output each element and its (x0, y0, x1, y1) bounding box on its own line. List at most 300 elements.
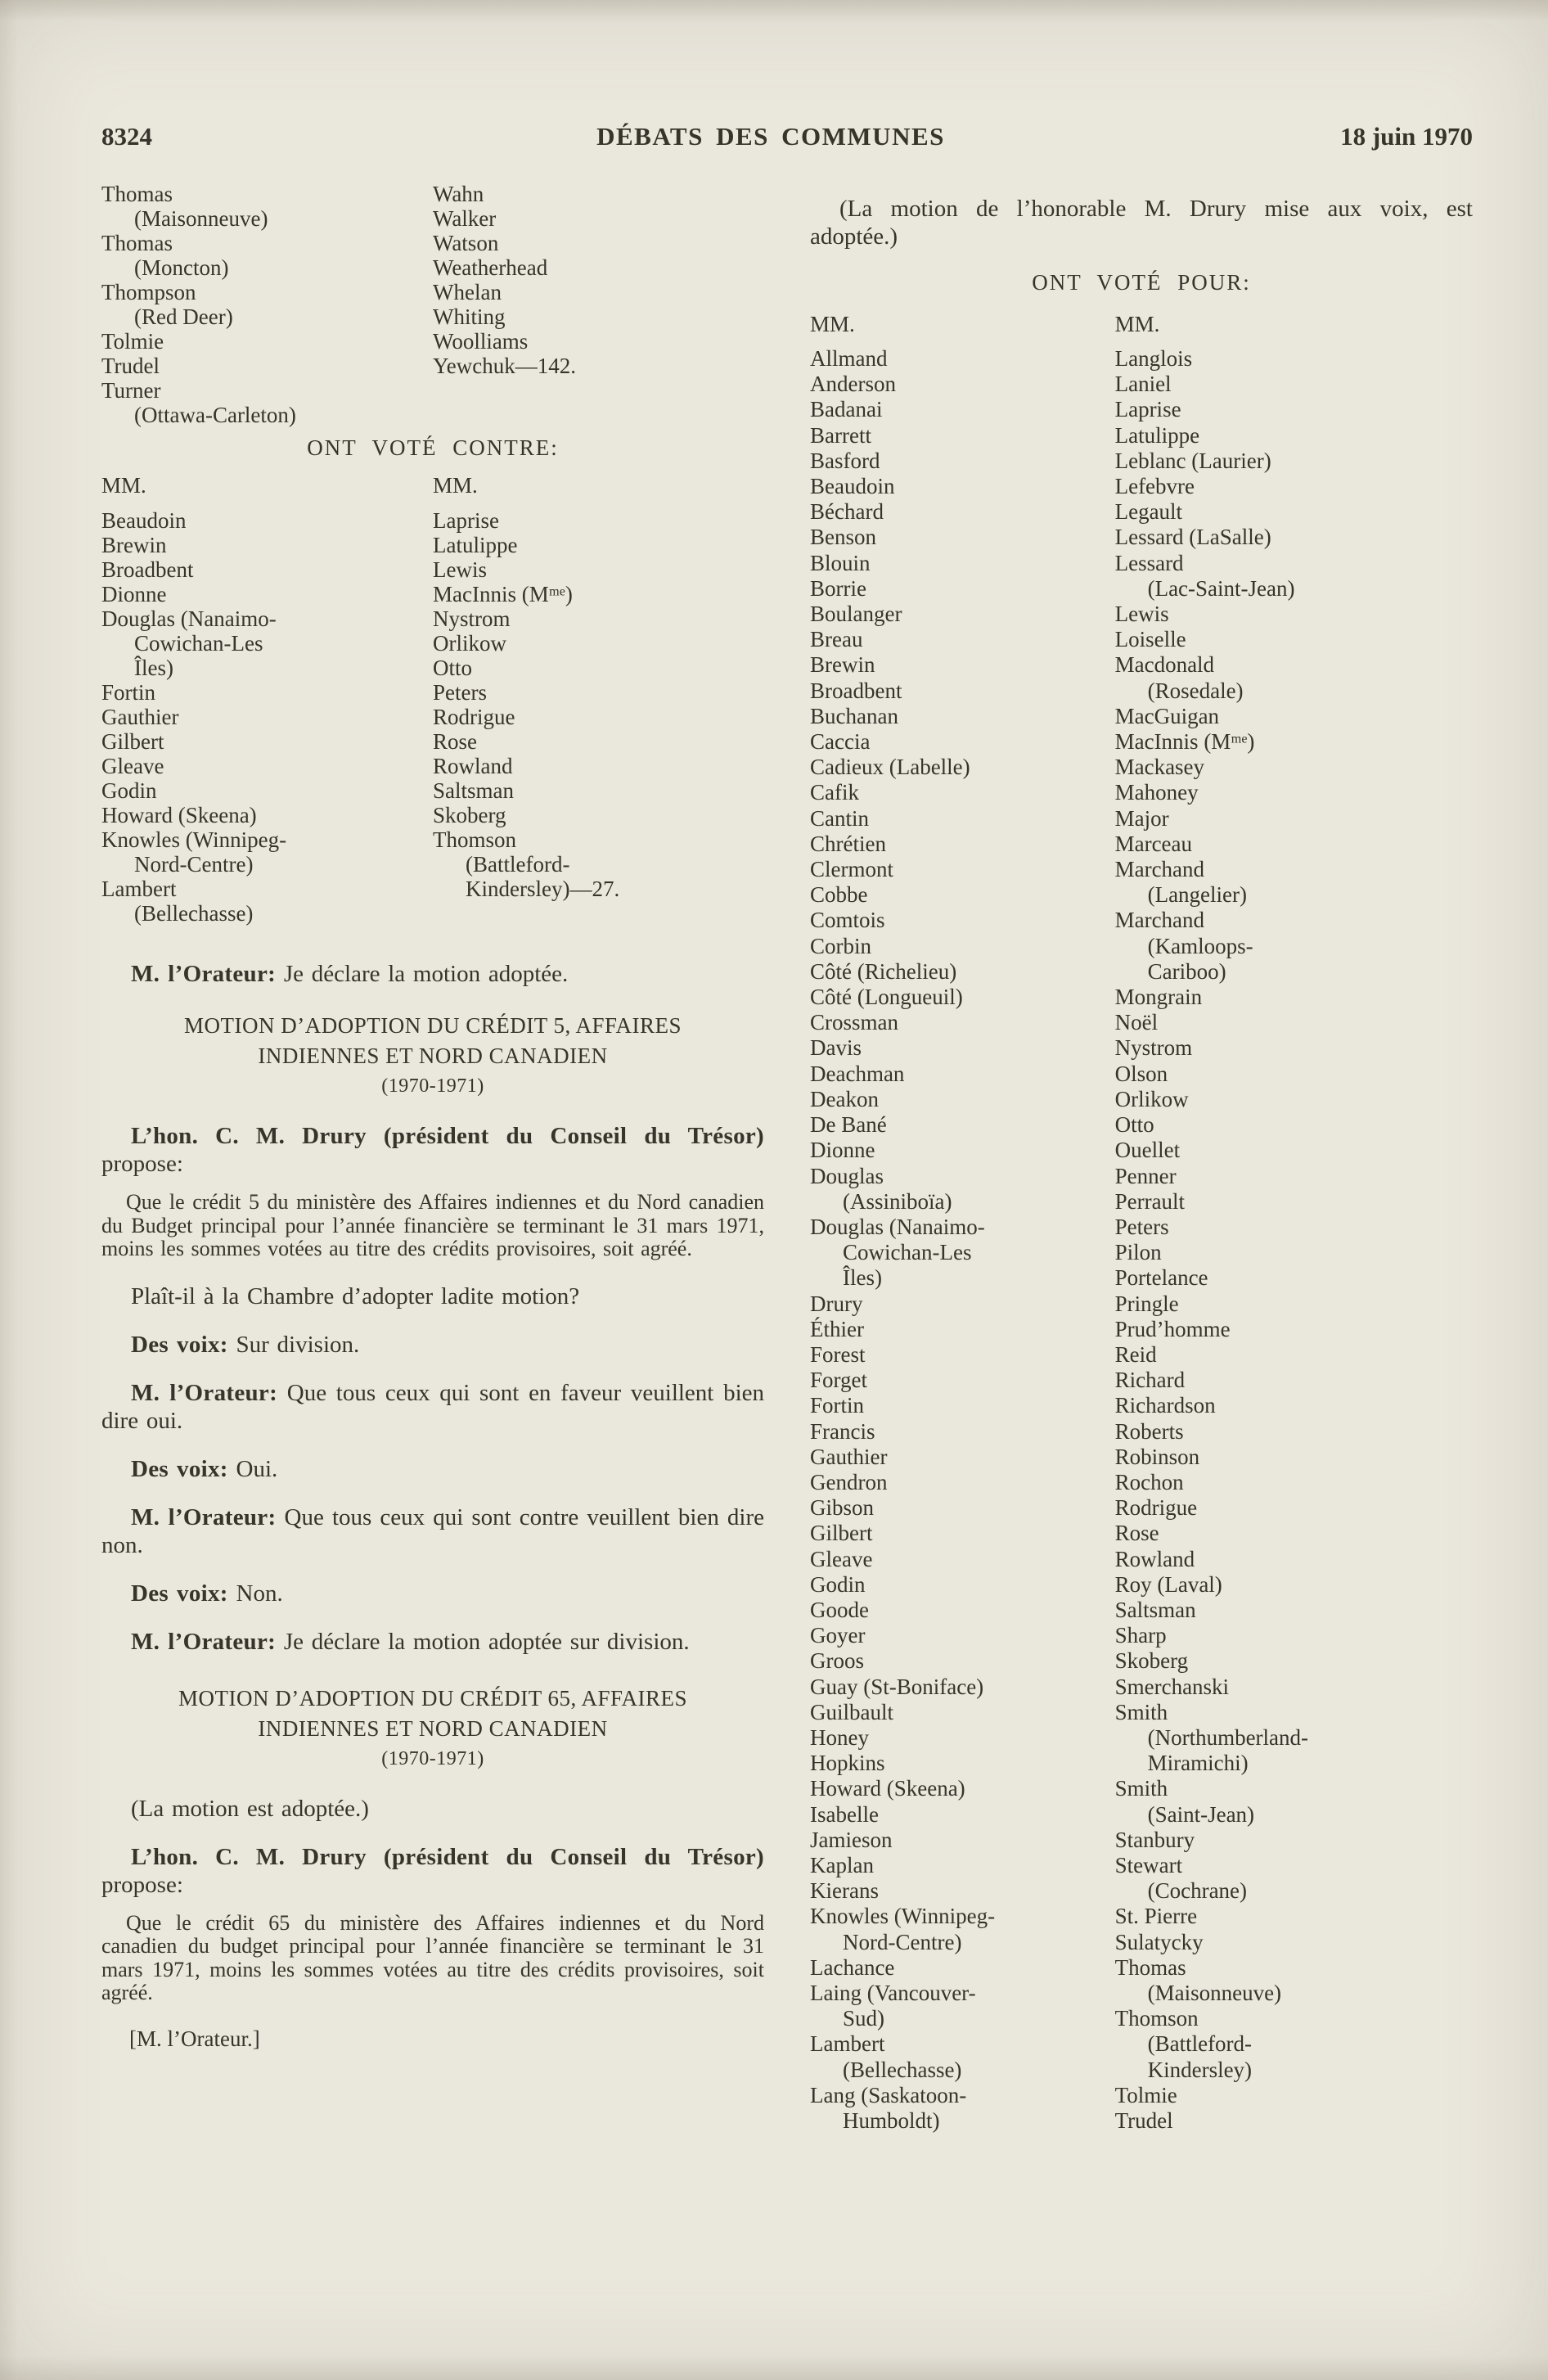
vote-name-line: Howard (Skeena) (810, 1776, 965, 1801)
vote-name-line: Béchard (810, 499, 884, 525)
vote-name-line: Weatherhead (433, 255, 548, 280)
vote-name-entry (810, 908, 1115, 933)
vote-name-line: Benson (810, 525, 876, 550)
vote-name-line: Hopkins (810, 1751, 885, 1776)
vote-name-entry (810, 1164, 1115, 1215)
vote-name-line: Caccia (810, 729, 871, 755)
vote-name-entry (1115, 1291, 1473, 1317)
vote-name-entry (810, 729, 1115, 755)
vote-name-line: Prud’homme (1114, 1316, 1231, 1341)
vote-name-entry (810, 1368, 1115, 1393)
vote-name-entry (1115, 602, 1473, 627)
vote-name-line: Douglas (Nanaimo- (810, 1214, 985, 1239)
vote-name-entry (1115, 1164, 1473, 1189)
vote-name-entry (1115, 1215, 1473, 1240)
vote-name-entry (101, 231, 433, 280)
vote-name-line: MacInnis (Mᵐᵉ) (1114, 729, 1255, 755)
vote-name-entry (1115, 1062, 1473, 1087)
vote-name-entry (101, 827, 433, 877)
vote-name-line: (Assiniboïa) (843, 1188, 952, 1214)
vote-name-line: Lefebvre (1114, 474, 1195, 499)
vote-name-line: Mackasey (1114, 755, 1205, 780)
vote-name-line: Sharp (1114, 1623, 1167, 1648)
vote-name-entry (810, 1623, 1115, 1648)
vote-name-line: Saltsman (1114, 1597, 1196, 1622)
vote-name-entry (810, 1317, 1115, 1342)
vote-name-line: Walker (433, 206, 497, 231)
issue-date: 18 juin 1970 (1340, 122, 1473, 151)
vote-name-entry (810, 1138, 1115, 1163)
vote-name-entry (810, 985, 1115, 1010)
vote-name-line: Brewin (101, 533, 167, 557)
vote-name-entry (810, 1547, 1115, 1572)
vote-name-entry (810, 1062, 1115, 1087)
vote-name-entry (1115, 1138, 1473, 1163)
vote-name-entry (810, 397, 1115, 422)
vote-name-line: Davis (810, 1035, 862, 1061)
vote-name-entry (1115, 908, 1473, 985)
vote-name-line: Cariboo) (1147, 958, 1226, 984)
vote-name-entry (433, 582, 764, 606)
motion-heading-year: (1970-1971) (381, 1075, 484, 1097)
vote-name-entry (433, 231, 764, 255)
vote-name-entry (1115, 1010, 1473, 1035)
vote-name-line: Lang (Saskatoon- (810, 2082, 967, 2107)
vote-name-line: Nord-Centre) (134, 852, 254, 877)
vote-name-entry (810, 1495, 1115, 1521)
vote-name-line: Kindersley) (1147, 2057, 1253, 2082)
vote-name-entry (433, 354, 764, 378)
vote-name-line: Gilbert (810, 1521, 873, 1546)
vote-name-entry (1115, 1445, 1473, 1470)
vote-name-entry (433, 508, 764, 533)
vote-name-line: Cantin (810, 805, 869, 831)
vote-name-line: Whiting (433, 304, 506, 329)
vote-name-line: Olson (1114, 1061, 1168, 1086)
vote-name-line: Godin (101, 778, 157, 803)
vote-name-entry (810, 704, 1115, 729)
vote-name-line: Francis (810, 1418, 875, 1444)
vote-name-entry (810, 780, 1115, 805)
vote-name-entry (810, 678, 1115, 704)
vote-name-line: Portelance (1114, 1265, 1208, 1291)
vote-name-line: Thomas (101, 231, 173, 255)
vote-name-entry (810, 1470, 1115, 1495)
vote-name-entry (433, 631, 764, 656)
vote-name-entry (810, 449, 1115, 474)
vote-name-entry (1115, 1648, 1473, 1674)
vote-name-entry (101, 754, 433, 778)
vote-name-line: Richard (1114, 1368, 1186, 1393)
vote-name-line: Macdonald (1114, 652, 1215, 678)
vote-name-entry (1115, 1035, 1473, 1061)
vote-name-line: Gleave (101, 754, 164, 778)
vote-name-entry (810, 1035, 1115, 1061)
vote-name-line: Smith (1114, 1776, 1168, 1801)
voices-oui (101, 1455, 764, 1483)
vote-name-entry (433, 255, 764, 280)
vote-name-line: De Bané (810, 1112, 887, 1138)
vote-name-entry (1115, 806, 1473, 832)
vote-name-line: Îles) (843, 1265, 882, 1291)
right-column (810, 182, 1473, 2134)
speech-text: Sur division. (227, 1331, 360, 1358)
vote-name-line: Fortin (101, 680, 156, 705)
vote-name-line: Skoberg (433, 803, 506, 827)
vote-name-entry (810, 1291, 1115, 1317)
contre-mm-row (101, 474, 764, 497)
vote-name-line: Nystrom (1114, 1035, 1193, 1061)
vote-name-entry (810, 882, 1115, 908)
pour-vote-list-col-b (1115, 346, 1473, 2134)
vote-name-line: Legault (1114, 499, 1183, 525)
speaker-name: M. l’Orateur: (131, 1503, 277, 1530)
vote-name-line: Deachman (810, 1061, 905, 1086)
vote-name-entry (1115, 1112, 1473, 1138)
vote-name-entry (810, 1010, 1115, 1035)
vote-name-line: Gleave (810, 1546, 873, 1571)
contre-vote-list-col-a (101, 508, 433, 926)
vote-name-entry (101, 508, 433, 533)
vote-name-line: Thomas (101, 182, 173, 206)
vote-name-entry (1115, 1675, 1473, 1700)
propose-paragraph-2 (101, 1843, 764, 1899)
vote-name-entry (810, 1393, 1115, 1418)
speaker-name: M. l’Orateur: (131, 1379, 278, 1406)
vote-name-line: Gauthier (810, 1444, 888, 1469)
vote-name-line: Roy (Laval) (1114, 1571, 1222, 1597)
vote-name-line: Borrie (810, 575, 866, 601)
vote-name-line: Cowichan-Les (134, 631, 263, 656)
vote-name-entry (101, 329, 433, 354)
vote-name-entry (810, 627, 1115, 652)
vote-name-line: Laing (Vancouver- (810, 1981, 976, 2005)
vote-name-entry (101, 533, 433, 557)
vote-name-entry (810, 1981, 1115, 2031)
vote-name-entry (433, 606, 764, 631)
vote-name-entry (1115, 1342, 1473, 1368)
vote-name-entry (810, 525, 1115, 550)
vote-name-entry (810, 1215, 1115, 1291)
motion-adopted-note: (La motion est adoptée.) (131, 1795, 369, 1822)
vote-name-line: Godin (810, 1571, 866, 1597)
vote-name-line: (Kamloops- (1147, 933, 1253, 958)
vote-name-line: Laniel (1114, 372, 1172, 397)
speaker-name: L’hon. C. M. Drury (président du Conseil du Trésor) (131, 1843, 764, 1870)
vote-name-entry (1115, 627, 1473, 652)
vote-name-line: Langlois (1114, 346, 1193, 371)
vote-name-line: Douglas (810, 1163, 884, 1188)
vote-name-line: Blouin (810, 550, 871, 575)
vote-name-line: Guay (St-Boniface) (810, 1674, 984, 1699)
speech-declare-adopted (101, 960, 764, 988)
vote-name-entry (101, 729, 433, 754)
vote-name-line: Basford (810, 448, 880, 473)
vote-name-entry (810, 372, 1115, 397)
page-number: 8324 (101, 122, 152, 151)
vote-name-entry (433, 803, 764, 827)
vote-name-entry (810, 1445, 1115, 1470)
vote-name-line: Robinson (1114, 1444, 1200, 1469)
vote-name-entry (810, 1087, 1115, 1112)
motion-heading-year: (1970-1971) (381, 1747, 484, 1769)
vote-name-entry (1115, 857, 1473, 908)
vote-name-entry (101, 182, 433, 231)
vote-name-entry (810, 1700, 1115, 1725)
vote-name-line: Lachance (810, 1954, 895, 1980)
vote-name-line: Skoberg (1114, 1648, 1189, 1674)
vote-name-entry (1115, 1317, 1473, 1342)
vote-name-line: Stewart (1114, 1852, 1183, 1877)
speaker-name: M. l’Orateur: (131, 1628, 277, 1655)
motion-credit5-heading (106, 1011, 759, 1102)
vote-name-line: Marceau (1114, 831, 1193, 856)
motion-heading-line: INDIENNES ET NORD CANADIEN (258, 1715, 608, 1741)
vote-name-line: Tolmie (1114, 2082, 1177, 2107)
vote-name-line: Chrétien (810, 831, 886, 856)
vote-name-line: Breau (810, 627, 863, 652)
vote-name-line: (Battleford- (1147, 2031, 1253, 2057)
vote-name-entry (433, 182, 764, 206)
vote-name-entry (101, 803, 433, 827)
vote-name-line: Lambert (101, 877, 177, 901)
vote-name-line: Rodrigue (433, 705, 515, 729)
vote-name-line: Laprise (433, 508, 499, 533)
vote-name-entry (810, 346, 1115, 372)
vote-name-line: Major (1114, 805, 1169, 831)
vote-name-line: Pilon (1114, 1240, 1162, 1265)
vote-name-entry (101, 680, 433, 705)
vote-name-entry (810, 602, 1115, 627)
vote-name-line: Thompson (101, 280, 196, 304)
vote-name-line: Fortin (810, 1393, 865, 1418)
vote-name-line: Rowland (433, 754, 513, 778)
motion-heading-line: MOTION D’ADOPTION DU CRÉDIT 5, AFFAIRES (183, 1013, 682, 1038)
vote-name-line: Otto (433, 656, 473, 680)
vote-name-entry (1115, 2083, 1473, 2108)
speaker-name: Des voix: (131, 1580, 228, 1607)
vote-name-line: Howard (Skeena) (101, 803, 257, 827)
vote-name-entry (1115, 1368, 1473, 1393)
vote-name-entry (810, 2031, 1115, 2082)
motion-credit65-heading (106, 1684, 759, 1774)
vote-name-line: MacGuigan (1114, 703, 1220, 728)
vote-name-entry (810, 1904, 1115, 1954)
vote-name-entry (810, 1521, 1115, 1546)
vote-name-line: Îles) (134, 656, 173, 680)
vote-name-entry (810, 934, 1115, 959)
vote-name-line: Forest (810, 1341, 866, 1367)
vote-name-line: Lewis (433, 557, 487, 582)
speaker-name: L’hon. C. M. Drury (président du Conseil du Trésor) (131, 1123, 764, 1149)
vote-name-entry (810, 755, 1115, 780)
vote-name-entry (1115, 1087, 1473, 1112)
vote-name-entry (810, 1853, 1115, 1878)
speech-text: propose: (101, 1151, 183, 1177)
vote-name-line: Douglas (Nanaimo- (101, 606, 277, 631)
vote-name-entry (1115, 372, 1473, 397)
vote-name-line: Buchanan (810, 703, 898, 728)
vote-name-line: Otto (1114, 1112, 1154, 1138)
vote-name-entry (1115, 1265, 1473, 1291)
vote-name-entry (810, 576, 1115, 602)
vote-name-entry (810, 832, 1115, 857)
vote-name-line: Noël (1114, 1010, 1159, 1035)
vote-name-entry (433, 304, 764, 329)
speech-text: Que tous ceux qui sont contre veuillent bien dire non. (101, 1503, 764, 1558)
vote-name-line: (Saint-Jean) (1147, 1801, 1255, 1827)
speech-declare-division (101, 1628, 764, 1656)
speaker-name: Des voix: (131, 1331, 228, 1358)
vote-name-line: Thomson (433, 827, 517, 852)
propose-paragraph-1 (101, 1122, 764, 1178)
vote-name-line: (Maisonneuve) (1147, 1981, 1282, 2005)
vote-name-entry (101, 280, 433, 329)
vote-name-entry (810, 1419, 1115, 1445)
vote-name-line: Comtois (810, 908, 885, 933)
vote-name-line: Saltsman (433, 778, 514, 803)
vote-name-entry (433, 656, 764, 680)
vote-name-entry (1115, 2108, 1473, 2134)
vote-name-entry (101, 877, 433, 926)
vote-name-line: Stanbury (1114, 1827, 1195, 1852)
carryover-vote-list-col-b (433, 182, 764, 427)
vote-name-entry (1115, 1623, 1473, 1648)
vote-name-line: Rowland (1114, 1546, 1195, 1571)
vote-name-line: Latulippe (1114, 422, 1200, 448)
vote-name-line: (Langelier) (1147, 882, 1248, 908)
vote-name-line: Crossman (810, 1010, 898, 1035)
vote-name-entry (1115, 397, 1473, 422)
vote-name-line: Honey (810, 1724, 869, 1750)
vote-name-entry (101, 378, 433, 427)
motion-heading-line: INDIENNES ET NORD CANADIEN (258, 1044, 608, 1068)
vote-name-line: Dionne (810, 1138, 875, 1163)
vote-name-entry (810, 806, 1115, 832)
vote-name-line: Kindersley)—27. (466, 877, 620, 901)
vote-name-line: MacInnis (Mᵐᵉ) (433, 582, 573, 606)
contre-heading: ONT VOTÉ CONTRE: (307, 435, 559, 460)
speech-text: propose: (101, 1871, 183, 1898)
drury-motion-adopted-note: (La motion de l’honorable M. Drury mise aux voix, est adoptée.) (810, 196, 1473, 250)
vote-name-line: Thomson (1114, 2006, 1199, 2031)
vote-name-line: Corbin (810, 933, 872, 958)
vote-name-line: Woolliams (433, 329, 529, 354)
vote-name-entry (1115, 1521, 1473, 1546)
vote-name-line: (Bellechasse) (843, 2057, 962, 2082)
vote-name-entry (433, 280, 764, 304)
vote-name-line: Broadbent (101, 557, 194, 582)
vote-name-line: Lewis (1114, 602, 1169, 627)
vote-name-entry (1115, 423, 1473, 449)
vote-name-line: Marchand (1114, 908, 1205, 933)
mm-label-left: MM. (101, 473, 146, 498)
vote-name-line: St. Pierre (1114, 1904, 1198, 1929)
vote-name-line: Peters (433, 680, 487, 705)
speech-text: Je déclare la motion adoptée sur division. (276, 1628, 690, 1655)
vote-name-line: (Northumberland- (1147, 1724, 1309, 1750)
vote-name-entry (810, 1112, 1115, 1138)
vote-name-entry (433, 729, 764, 754)
vote-name-line: Goyer (810, 1623, 866, 1648)
vote-name-entry (810, 857, 1115, 882)
vote-name-line: Whelan (433, 280, 502, 304)
vote-name-entry (433, 206, 764, 231)
vote-name-line: Guilbault (810, 1699, 893, 1724)
vote-name-line: Humboldt) (843, 2108, 940, 2134)
vote-name-line: Gilbert (101, 729, 164, 754)
vote-name-line: (Lac-Saint-Jean) (1147, 575, 1295, 601)
vote-name-line: (Cochrane) (1147, 1878, 1248, 1904)
vote-name-line: Mahoney (1114, 780, 1199, 805)
carryover-vote-list-col-a (101, 182, 433, 427)
vote-name-line: (Red Deer) (134, 304, 233, 329)
vote-name-line: Penner (1114, 1163, 1177, 1188)
vote-name-line: Cobbe (810, 882, 868, 908)
vote-name-line: Brewin (810, 652, 875, 678)
vote-name-line: Laprise (1114, 397, 1181, 422)
mm-label-right: MM. (1114, 312, 1160, 336)
vote-name-line: Beaudoin (810, 474, 895, 499)
vote-name-line: Isabelle (810, 1801, 879, 1827)
speech-text: Oui. (227, 1455, 278, 1482)
vote-name-entry (1115, 1598, 1473, 1623)
pour-heading: ONT VOTÉ POUR: (1032, 270, 1251, 295)
page-header (0, 0, 1548, 151)
vote-name-line: Trudel (101, 354, 160, 378)
vote-name-entry (810, 474, 1115, 499)
vote-name-entry (1115, 1904, 1473, 1929)
vote-name-line: Rochon (1114, 1469, 1184, 1494)
speech-text: Je déclare la motion adoptée. (276, 961, 569, 987)
vote-name-line: Tolmie (101, 329, 164, 354)
vote-name-entry (1115, 2006, 1473, 2083)
vote-name-line: Goode (810, 1597, 869, 1622)
vote-name-line: Rodrigue (1114, 1495, 1198, 1521)
vote-name-entry (810, 1828, 1115, 1853)
vote-name-entry (810, 2083, 1115, 2134)
pour-vote-list (810, 346, 1473, 2134)
vote-name-entry (1115, 985, 1473, 1010)
vote-name-entry (810, 551, 1115, 576)
vote-name-line: Knowles (Winnipeg- (101, 827, 287, 852)
vote-name-line: Richardson (1114, 1393, 1216, 1418)
speech-text: Que tous ceux qui sont en faveur veuillent bien dire oui. (101, 1379, 764, 1434)
vote-name-line: Sud) (843, 2006, 885, 2031)
vote-name-entry (810, 1675, 1115, 1700)
vote-name-line: Rose (1114, 1521, 1159, 1546)
vote-name-entry (1115, 1240, 1473, 1265)
two-column-layout (0, 151, 1548, 2134)
vote-name-entry (433, 557, 764, 582)
vote-name-entry (1115, 1955, 1473, 2006)
vote-name-entry (810, 1572, 1115, 1598)
vote-name-entry (433, 680, 764, 705)
vote-name-entry (810, 423, 1115, 449)
vote-name-line: Kierans (810, 1878, 879, 1904)
vote-name-line: Badanai (810, 397, 883, 422)
vote-name-line: Sulatycky (1114, 1929, 1204, 1954)
vote-name-entry (1115, 755, 1473, 780)
vote-name-entry (1115, 1700, 1473, 1777)
speech-ask-non (101, 1503, 764, 1559)
vote-name-entry (810, 652, 1115, 678)
vote-name-entry (1115, 551, 1473, 602)
carryover-vote-list (101, 182, 764, 427)
vote-name-line: Loiselle (1114, 627, 1186, 652)
vote-name-line: Lambert (810, 2031, 885, 2057)
motion-quote-credit65: Que le crédit 65 du ministère des Affaires indiennes et du Nord canadien du budget principal pour l’année financière se terminant le 31 mars 1971, moins les sommes votées au titre des crédits provisoires, soit agréé. (101, 1910, 764, 2004)
